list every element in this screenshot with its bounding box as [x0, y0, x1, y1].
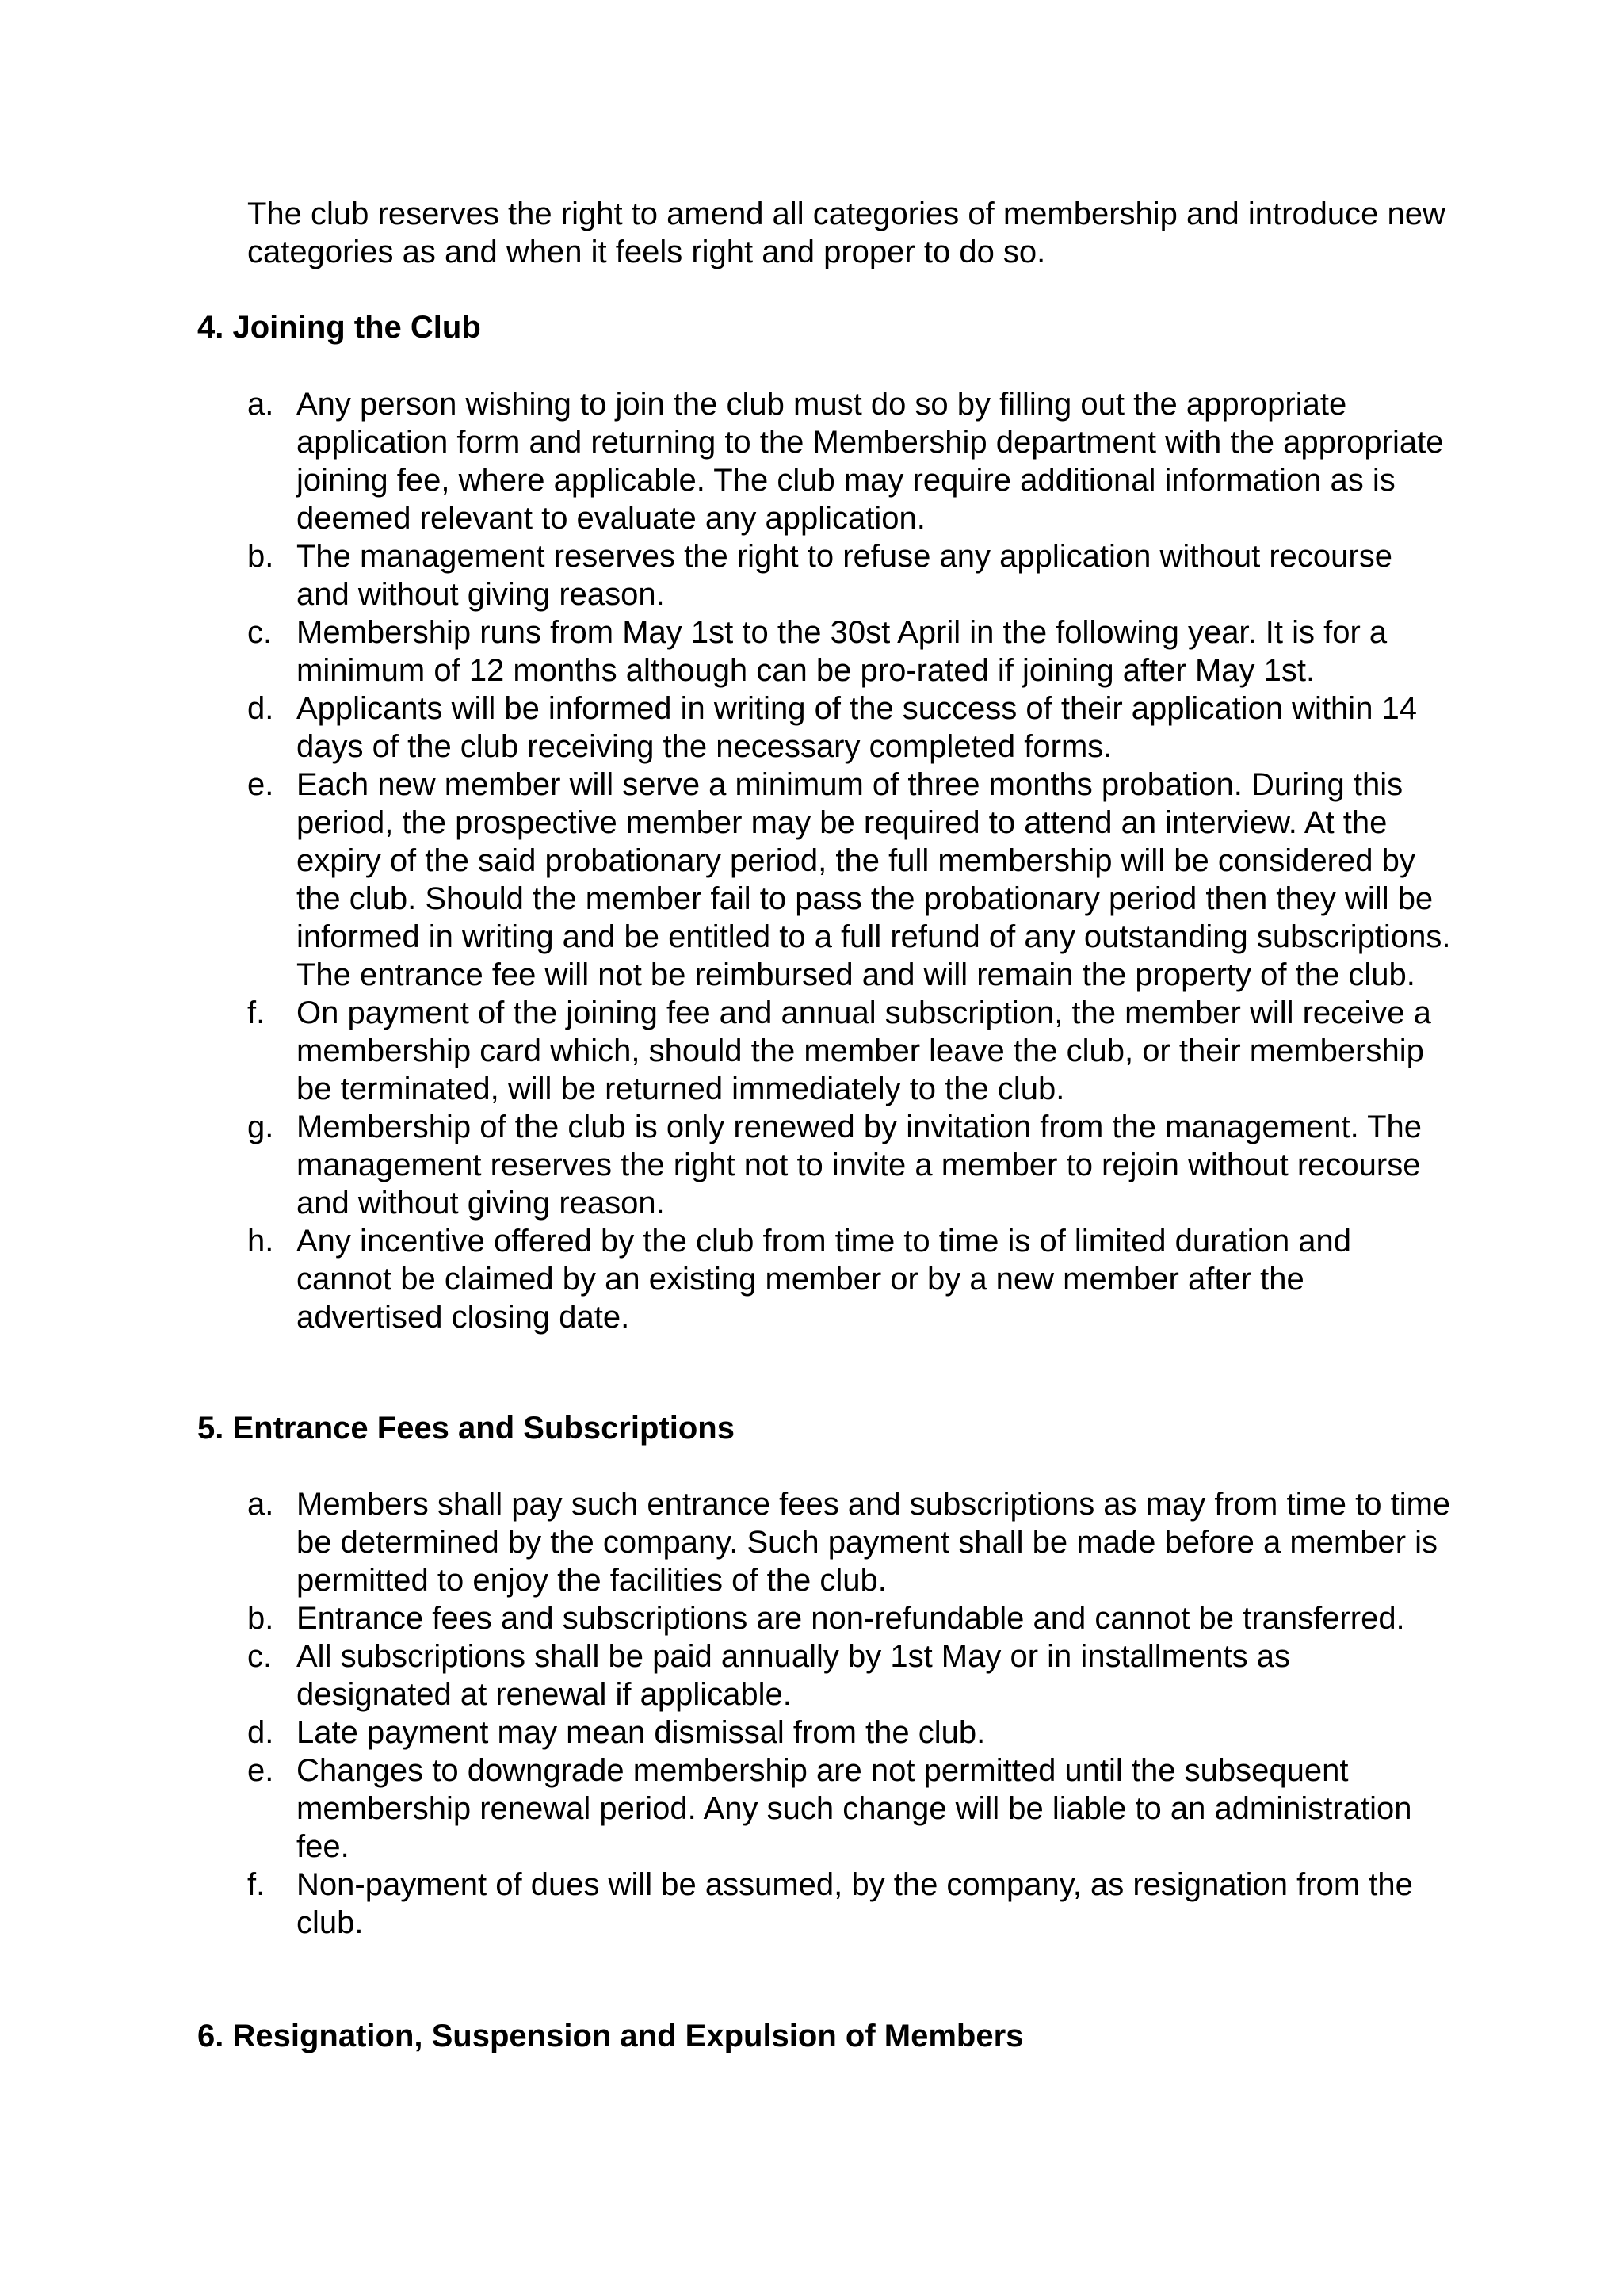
section-heading-fees: 5. Entrance Fees and Subscriptions	[197, 1411, 735, 1446]
list-item	[247, 766, 1452, 994]
list-item-text: Membership runs from May 1st to the 30st April in the following year. It is for a minimum of 12 months although can be pro-rated if joining after May 1st.	[296, 615, 1388, 688]
fees-rules-list	[247, 1485, 1452, 1942]
list-item	[247, 1485, 1452, 1599]
list-item	[247, 613, 1452, 690]
list-marker: b.	[247, 1601, 274, 1636]
list-item	[247, 385, 1452, 537]
list-item-text: Each new member will serve a minimum of three months probation. During this period, the prospective member may be required to attend an interview. At the expiry of the said probationary period, the full membership will be considered by the club. Should the member fail to pass the probationary period then they will be informed in writing and be entitled to a full refund of any outstanding subscriptions. The entrance fee will not be reimbursed and will remain the property of the club.	[296, 767, 1451, 992]
list-item-text: Changes to downgrade membership are not permitted until the subsequent membership renewal period. Any such change will be liable to an administration fee.	[296, 1753, 1412, 1864]
list-marker: g.	[247, 1110, 274, 1144]
list-item-text: On payment of the joining fee and annual subscription, the member will receive a membership card which, should the member leave the club, or their membership be terminated, will be returned immediately to the club.	[296, 995, 1431, 1106]
list-marker: a.	[247, 1487, 274, 1522]
list-item	[247, 1866, 1452, 1942]
list-item	[247, 994, 1452, 1108]
list-item-text: Late payment may mean dismissal from the club.	[296, 1715, 986, 1750]
list-marker: c.	[247, 1639, 273, 1674]
list-item	[247, 1108, 1452, 1222]
list-item	[247, 1752, 1452, 1866]
list-marker: c.	[247, 615, 273, 650]
list-marker: h.	[247, 1224, 274, 1259]
section-heading-resignation: 6. Resignation, Suspension and Expulsion of Members	[197, 2019, 1024, 2053]
list-item	[247, 1222, 1452, 1336]
joining-rules-list	[247, 385, 1452, 1336]
list-item-text: Entrance fees and subscriptions are non-refundable and cannot be transferred.	[296, 1601, 1405, 1636]
list-marker: f.	[247, 1867, 265, 1902]
list-marker: a.	[247, 387, 274, 422]
list-item	[247, 1599, 1452, 1637]
list-item-text: Any person wishing to join the club must do so by filling out the appropriate application form and returning to the Membership department with the appropriate joining fee, where applicable. The club may require additional information as is deemed relevant to evaluate any application.	[296, 387, 1444, 536]
list-marker: b.	[247, 539, 274, 574]
intro-paragraph: The club reserves the right to amend all categories of membership and introduce new categories as and when it feels right and proper to do so.	[247, 197, 1445, 269]
list-marker: e.	[247, 1753, 274, 1788]
list-item-text: Membership of the club is only renewed by invitation from the management. The management reserves the right not to invite a member to rejoin without recourse and without giving reason.	[296, 1110, 1422, 1221]
list-item	[247, 1637, 1452, 1713]
list-item-text: Non-payment of dues will be assumed, by the company, as resignation from the club.	[296, 1867, 1413, 1940]
list-item-text: Members shall pay such entrance fees and subscriptions as may from time to time be determined by the company. Such payment shall be made before a member is permitted to enjoy the facilities of the club.	[296, 1487, 1451, 1598]
list-marker: f.	[247, 995, 265, 1030]
list-item-text: Applicants will be informed in writing of the success of their application within 14 days of the club receiving the necessary completed forms.	[296, 691, 1418, 764]
list-item-text: The management reserves the right to refuse any application without recourse and without giving reason.	[296, 539, 1392, 612]
list-marker: e.	[247, 767, 274, 802]
list-item	[247, 1713, 1452, 1752]
list-item-text: Any incentive offered by the club from time to time is of limited duration and cannot be claimed by an existing member or by a new member after the advertised closing date.	[296, 1224, 1352, 1335]
list-marker: d.	[247, 1715, 274, 1750]
section-heading-joining: 4. Joining the Club	[197, 310, 481, 345]
list-marker: d.	[247, 691, 274, 726]
list-item-text: All subscriptions shall be paid annually by 1st May or in installments as designated at renewal if applicable.	[296, 1639, 1290, 1712]
list-item	[247, 690, 1452, 766]
list-item	[247, 537, 1452, 613]
